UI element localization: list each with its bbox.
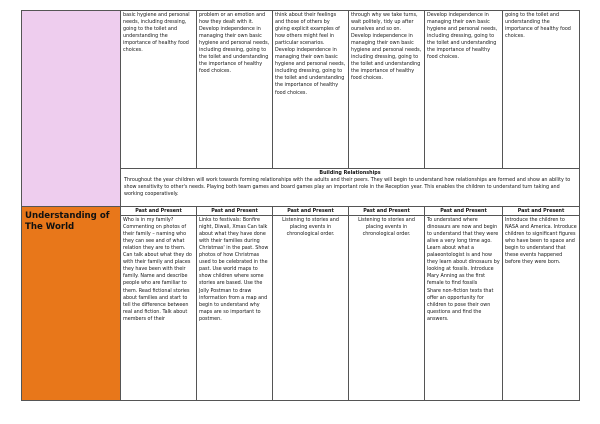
utw-header-6: Past and Present bbox=[503, 207, 580, 216]
utw-header-1: Past and Present bbox=[121, 207, 197, 216]
hygiene-text-5: Develop independence in managing their own basic hygiene and personal needs, including dressing, going to the toilet and understanding the importance of healthy food choices. bbox=[427, 12, 498, 61]
hygiene-cell-3 bbox=[273, 11, 349, 169]
psed-side-cell bbox=[22, 11, 121, 207]
utw-header-4: Past and Present bbox=[349, 207, 425, 216]
hygiene-cell-5 bbox=[425, 11, 503, 169]
hygiene-cell-1 bbox=[121, 11, 197, 169]
utw-cell-4 bbox=[349, 216, 425, 401]
utw-cell-5 bbox=[425, 216, 503, 401]
hygiene-text-6: going to the toilet and understanding the importance of healthy food choices. bbox=[505, 12, 571, 40]
utw-cell-3 bbox=[273, 216, 349, 401]
hygiene-text-4: through why we take turns, wait politely, tidy up after ourselves and so on. Develop independence in managing their own basic hygiene and personal needs, including dressing, going to the toilet and understanding the importance of healthy food choices. bbox=[351, 12, 422, 82]
curriculum-sheet bbox=[21, 10, 579, 401]
utw-text-3: Listening to stories and placing events in chronological order. bbox=[282, 217, 339, 238]
utw-area-title: Understanding of The World bbox=[25, 211, 110, 232]
utw-text-6: Introduce the children to NASA and America. Introduce children to significant figures who have been to space and begin to understand that these events happened before they were born. bbox=[505, 217, 577, 266]
hygiene-text-3: think about their feelings and those of others by giving explicit examples of how others might feel in particular scenarios. Develop independence in managing their own basic hygiene and personal needs, including dressing, going to the toilet and understanding the importance of healthy food choices. bbox=[275, 12, 346, 96]
building-relationships-cell bbox=[121, 169, 580, 207]
utw-side-cell bbox=[22, 207, 121, 401]
utw-header-2: Past and Present bbox=[197, 207, 273, 216]
utw-text-2: Links to festivals: Bonfire night, Diwali, Xmas Can talk about what they have done with their families during Christmas' in the past. Show photos of how Christmas used to be celebrated in the past. Use world maps to show children where some stories are based. Use the Jolly Postman to draw information from a map and begin to understand why maps are so important to postmen. bbox=[199, 217, 269, 322]
utw-text-5: To understand where dinosaurs are now and begin to understand that they were alive a very long time ago. Learn about what a palaeontologist is and how they learn about dinosaurs by looking at fossils. Introduce Mary Anning as the first female to find fossils Share non-fiction texts that offer an opportunity for children to pose their own questions and find the answers. bbox=[427, 217, 500, 322]
utw-cell-6 bbox=[503, 216, 580, 401]
utw-text-4: Listening to stories and placing events in chronological order. bbox=[358, 217, 415, 238]
utw-header-3: Past and Present bbox=[273, 207, 349, 216]
curriculum-table bbox=[21, 10, 580, 401]
hygiene-cell-6 bbox=[503, 11, 580, 169]
utw-text-1: Who is in my family? Commenting on photos of their family – naming who they can see and of what relation they are to them. Can talk about what they do with their family and places they have been with their family. Name and describe people who are familiar to them. Read fictional stories about families and start to tell the difference between real and fiction. Talk about members of their bbox=[123, 217, 192, 322]
hygiene-text-1: basic hygiene and personal needs, including dressing, going to the toilet and understanding the importance of healthy food choices. bbox=[123, 12, 190, 54]
utw-header-5: Past and Present bbox=[425, 207, 503, 216]
utw-header-row bbox=[22, 207, 580, 216]
building-relationships-title: Building Relationships bbox=[319, 170, 381, 176]
hygiene-text-2: problem or an emotion and how they dealt with it. Develop independence in managing their own basic hygiene and personal needs, including dressing, going to the toilet and understanding the importance of healthy food choices. bbox=[199, 12, 270, 75]
building-relationships-text: Throughout the year children will work towards forming relationships with the adults and their peers. They will begin to understand how relationships are formed and show an ability to show sensitivity to other's needs. Playing both team games and board games play an important role in the Reception year. This enables the children to understand turn taking and working cooperatively. bbox=[124, 177, 571, 198]
utw-cell-2 bbox=[197, 216, 273, 401]
hygiene-row bbox=[22, 11, 580, 169]
hygiene-cell-2 bbox=[197, 11, 273, 169]
utw-cell-1 bbox=[121, 216, 197, 401]
hygiene-cell-4 bbox=[349, 11, 425, 169]
